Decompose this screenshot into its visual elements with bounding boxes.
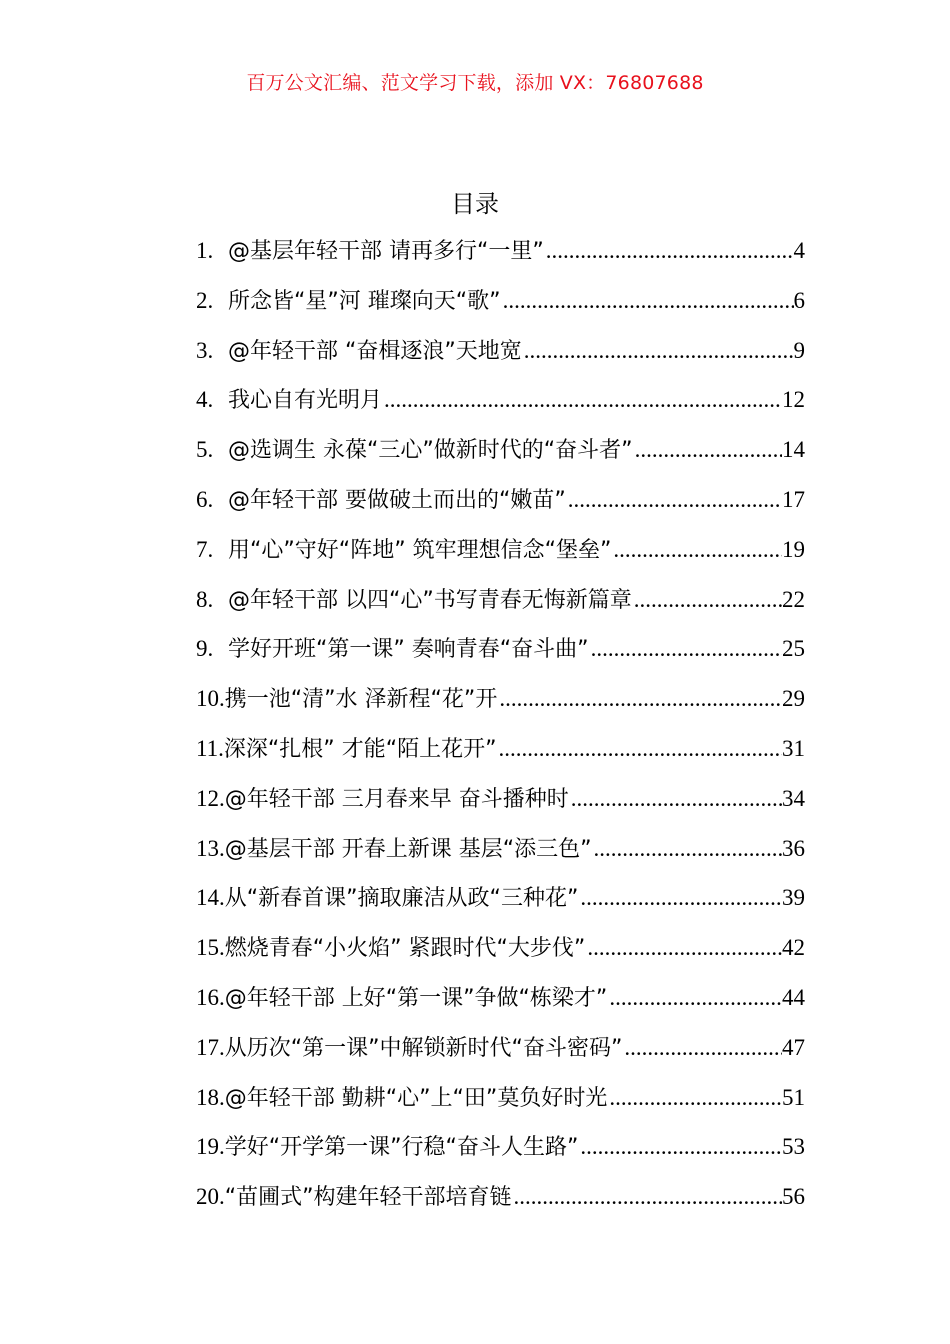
- toc-item[interactable]: [196, 525, 805, 575]
- toc-item[interactable]: [196, 923, 805, 973]
- toc-item-page: 31: [782, 735, 805, 761]
- toc-item-number: 3.: [196, 337, 214, 363]
- toc-item-leader: [569, 774, 782, 824]
- toc-item-leader: [589, 624, 782, 674]
- toc-item[interactable]: [196, 1122, 805, 1172]
- toc-item-title: @年轻干部 勤耕“心”上“田”莫负好时光: [224, 1085, 608, 1111]
- toc-item-leader: [501, 276, 794, 326]
- toc-item-title: @年轻干部 “奋楫逐浪”天地宽: [228, 338, 522, 364]
- toc-item-number: 14.: [196, 885, 225, 911]
- toc-item-page: 22: [782, 586, 805, 612]
- toc-item[interactable]: [196, 973, 805, 1023]
- toc-item[interactable]: [196, 1023, 805, 1073]
- toc-item-leader: [585, 923, 782, 973]
- toc-item-page: 47: [782, 1034, 805, 1060]
- toc-item-leader: [622, 1023, 782, 1073]
- toc-item-title: 学好开班“第一课” 奏响青春“奋斗曲”: [228, 637, 589, 663]
- toc-item-page: 12: [782, 387, 805, 413]
- toc-item-leader: [578, 873, 782, 923]
- toc-item-leader: [544, 226, 794, 276]
- toc-item[interactable]: [196, 724, 805, 774]
- toc-item-number: 2.: [196, 287, 214, 313]
- toc-item-page: 44: [782, 984, 805, 1010]
- toc-item-number: 15.: [196, 935, 225, 961]
- toc-item-title: @年轻干部 以四“心”书写青春无悔新篇章: [228, 587, 632, 613]
- toc-item-page: 56: [782, 1184, 805, 1210]
- toc-item-number: 5.: [196, 437, 214, 463]
- toc-item-page: 19: [782, 536, 805, 562]
- toc-item[interactable]: [196, 674, 805, 724]
- toc-item-leader: [497, 724, 783, 774]
- toc-item-page: 4: [793, 238, 805, 263]
- toc-item-leader: [512, 1172, 782, 1222]
- toc-item-title: @基层年轻干部 请再多行“一里”: [228, 239, 544, 264]
- toc-item-number: 1.: [196, 238, 214, 263]
- toc-item-number: 9.: [196, 636, 214, 662]
- toc-item-leader: [578, 1122, 782, 1172]
- toc-item-number: 6.: [196, 486, 214, 512]
- toc-item-title: 所念皆“星”河 璀璨向天“歌”: [228, 288, 501, 314]
- toc-item-title: @年轻干部 要做破土而出的“嫩苗”: [228, 487, 566, 513]
- toc-item-title: @年轻干部 上好“第一课”争做“栋梁才”: [224, 985, 608, 1011]
- toc-item-page: 14: [782, 437, 805, 463]
- toc-item[interactable]: [196, 326, 805, 376]
- toc-item-title: 用“心”守好“阵地” 筑牢理想信念“堡垒”: [228, 537, 612, 563]
- toc-item-leader: [633, 425, 782, 475]
- toc-item[interactable]: [196, 425, 805, 475]
- toc-item-leader: [592, 824, 782, 874]
- toc-item-title: 从“新春首课”摘取廉洁从政“三种花”: [224, 886, 579, 912]
- toc-title: 目录: [451, 190, 499, 218]
- toc-item-leader: [611, 525, 782, 575]
- toc-item[interactable]: [196, 475, 805, 525]
- toc-item-number: 4.: [196, 387, 214, 413]
- toc-item-number: 17.: [196, 1034, 225, 1060]
- toc-item-number: 16.: [196, 984, 225, 1010]
- toc-item-page: 9: [793, 337, 805, 363]
- toc-item-leader: [607, 973, 782, 1023]
- toc-item-leader: [522, 326, 794, 376]
- toc-item[interactable]: [196, 226, 805, 276]
- toc-item-title: 从历次“第一课”中解锁新时代“奋斗密码”: [224, 1035, 623, 1061]
- toc-item[interactable]: [196, 375, 805, 425]
- toc-item-page: 29: [782, 686, 805, 712]
- toc-item-title: @基层干部 开春上新课 基层“添三色”: [224, 836, 592, 862]
- toc-item-page: 53: [782, 1134, 805, 1160]
- toc-item-number: 18.: [196, 1084, 225, 1110]
- toc-item[interactable]: [196, 1172, 805, 1222]
- toc-item-number: 12.: [196, 785, 225, 811]
- toc-item-page: 25: [782, 636, 805, 662]
- toc-item-page: 39: [782, 885, 805, 911]
- toc-item-title: 携一池“清”水 泽新程“花”开: [224, 687, 498, 713]
- toc-item-leader: [607, 1073, 782, 1123]
- toc-item[interactable]: [196, 276, 805, 326]
- toc-item-number: 7.: [196, 536, 214, 562]
- toc-item-page: 36: [782, 835, 805, 861]
- toc-item-page: 51: [782, 1084, 805, 1110]
- toc-list: [196, 226, 805, 1222]
- toc-item-page: 17: [782, 486, 805, 512]
- toc-item-title: @年轻干部 三月春来早 奋斗播种时: [224, 786, 569, 812]
- toc-item[interactable]: [196, 624, 805, 674]
- toc-item-leader: [497, 674, 782, 724]
- toc-item-page: 42: [782, 935, 805, 961]
- toc-item-title: 燃烧青春“小火焰” 紧跟时代“大步伐”: [224, 936, 586, 962]
- toc-item-number: 8.: [196, 586, 214, 612]
- toc-item-number: 20.: [196, 1184, 225, 1210]
- toc-item-title: @选调生 永葆“三心”做新时代的“奋斗者”: [228, 438, 633, 464]
- toc-item-title: 深深“扎根” 才能“陌上花开”: [223, 736, 497, 762]
- toc-item[interactable]: [196, 873, 805, 923]
- header-note: 百万公文汇编、范文学习下载，添加 VX：76807688: [246, 72, 704, 94]
- toc-item-title: 我心自有光明月: [228, 388, 383, 414]
- toc-item-leader: [632, 575, 782, 625]
- toc-item-number: 13.: [196, 835, 225, 861]
- toc-item-page: 6: [793, 287, 805, 313]
- toc-item-number: 10.: [196, 686, 225, 712]
- toc-item-title: “苗圃式”构建年轻干部培育链: [224, 1185, 512, 1211]
- toc-item[interactable]: [196, 774, 805, 824]
- toc-item[interactable]: [196, 824, 805, 874]
- toc-item-page: 34: [782, 785, 805, 811]
- toc-item-number: 11.: [196, 735, 224, 761]
- toc-item-title: 学好“开学第一课”行稳“奋斗人生路”: [224, 1135, 579, 1161]
- toc-item-leader: [382, 375, 782, 425]
- toc-item[interactable]: [196, 1073, 805, 1123]
- toc-item[interactable]: [196, 575, 805, 625]
- toc-item-leader: [566, 475, 782, 525]
- toc-item-number: 19.: [196, 1134, 225, 1160]
